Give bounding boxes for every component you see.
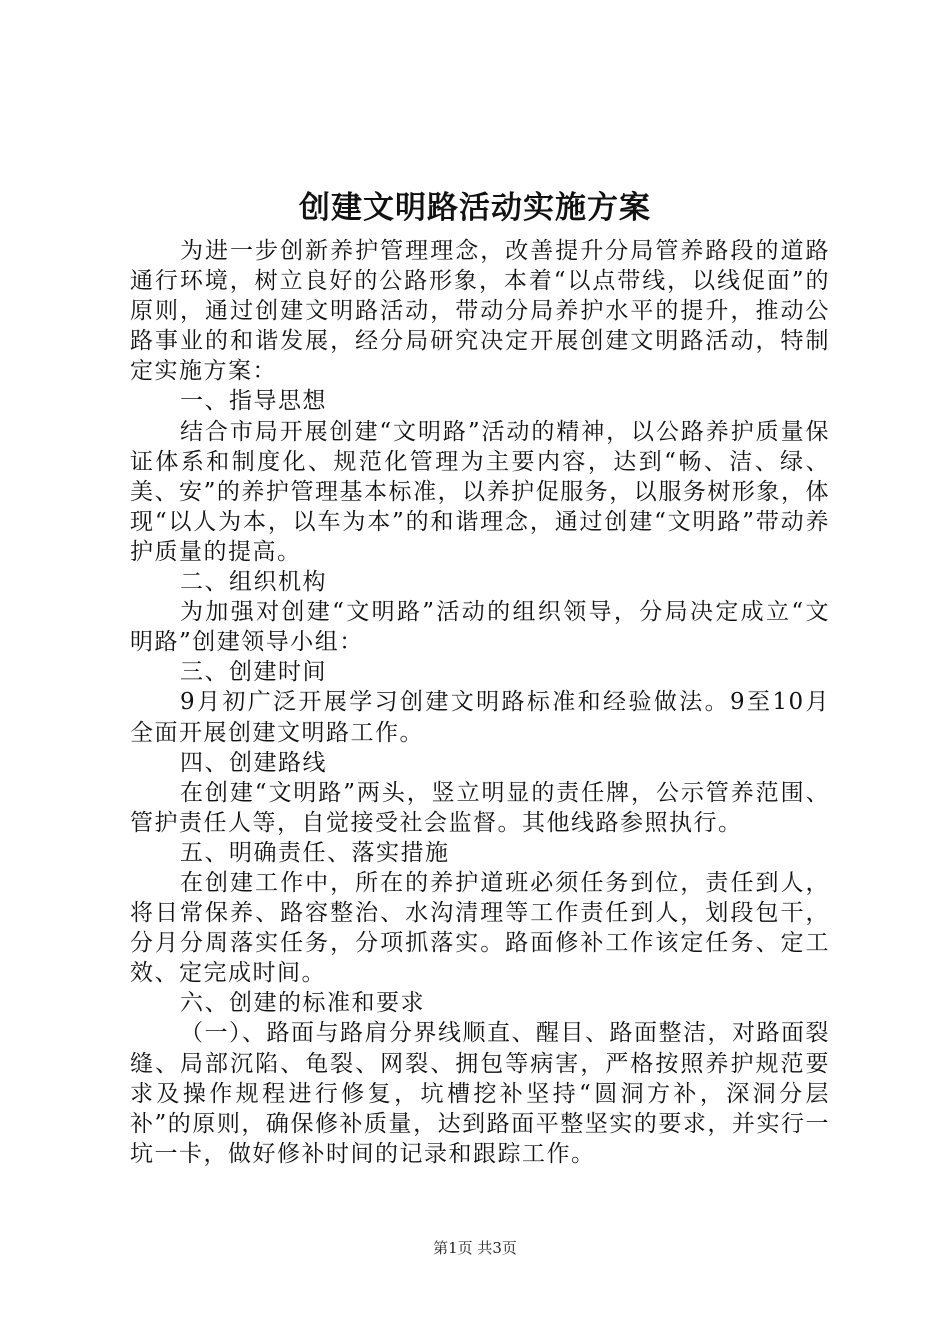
section-heading-guiding-thought: 一、指导思想 — [180, 388, 327, 415]
page-footer: 第1页 共3页 — [433, 1239, 517, 1257]
route-paragraph: 在创建“文明路”两头，竖立明显的责任牌，公示管养范围、管护责任人等，自觉接受社会监督。其他线路参照执行。 — [130, 779, 830, 836]
section-heading-route: 四、创建路线 — [180, 749, 327, 776]
section-heading-time: 三、创建时间 — [180, 659, 327, 686]
section-heading-responsibility: 五、明确责任、落实措施 — [180, 839, 450, 866]
document-title: 创建文明路活动实施方案 — [299, 190, 651, 226]
organization-paragraph: 为加强对创建“文明路”活动的组织领导，分局决定成立“文明路”创建领导小组： — [130, 599, 830, 656]
time-paragraph: 9月初广泛开展学习创建文明路标准和经验做法。9至10月全面开展创建文明路工作。 — [130, 689, 830, 746]
section-heading-organization: 二、组织机构 — [180, 569, 327, 596]
guiding-thought-paragraph: 结合市局开展创建“文明路”活动的精神，以公路养护质量保证体系和制度化、规范化管理为主要内容，达到“畅、洁、绿、美、安”的养护管理基本标准，以养护促服务，以服务树形象，体现“以人为本，以车为本”的和谐理念，通过创建“文明路”带动养护质量的提高。 — [130, 418, 830, 565]
responsibility-paragraph: 在创建工作中，所在的养护道班必须任务到位，责任到人，将日常保养、路容整治、水沟清理等工作责任到人，划段包干，分月分周落实任务，分项抓落实。路面修补工作该定任务、定工效、定完成时间。 — [130, 869, 830, 987]
section-heading-standards: 六、创建的标准和要求 — [180, 990, 425, 1017]
document-body — [130, 236, 830, 1169]
standards-paragraph: （一）、路面与路肩分界线顺直、醒目、路面整洁，对路面裂缝、局部沉陷、龟裂、网裂、拥包等病害，严格按照养护规范要求及操作规程进行修复，坑槽挖补坚持“圆洞方补，深洞分层补”的原则，确保修补质量，达到路面平整坚实的要求，并实行一坑一卡，做好修补时间的记录和跟踪工作。 — [130, 1020, 830, 1167]
intro-paragraph: 为进一步创新养护管理理念，改善提升分局管养路段的道路通行环境，树立良好的公路形象，本着“以点带线，以线促面”的原则，通过创建文明路活动，带动分局养护水平的提升，推动公路事业的和谐发展，经分局研究决定开展创建文明路活动，特制定实施方案： — [130, 238, 830, 385]
